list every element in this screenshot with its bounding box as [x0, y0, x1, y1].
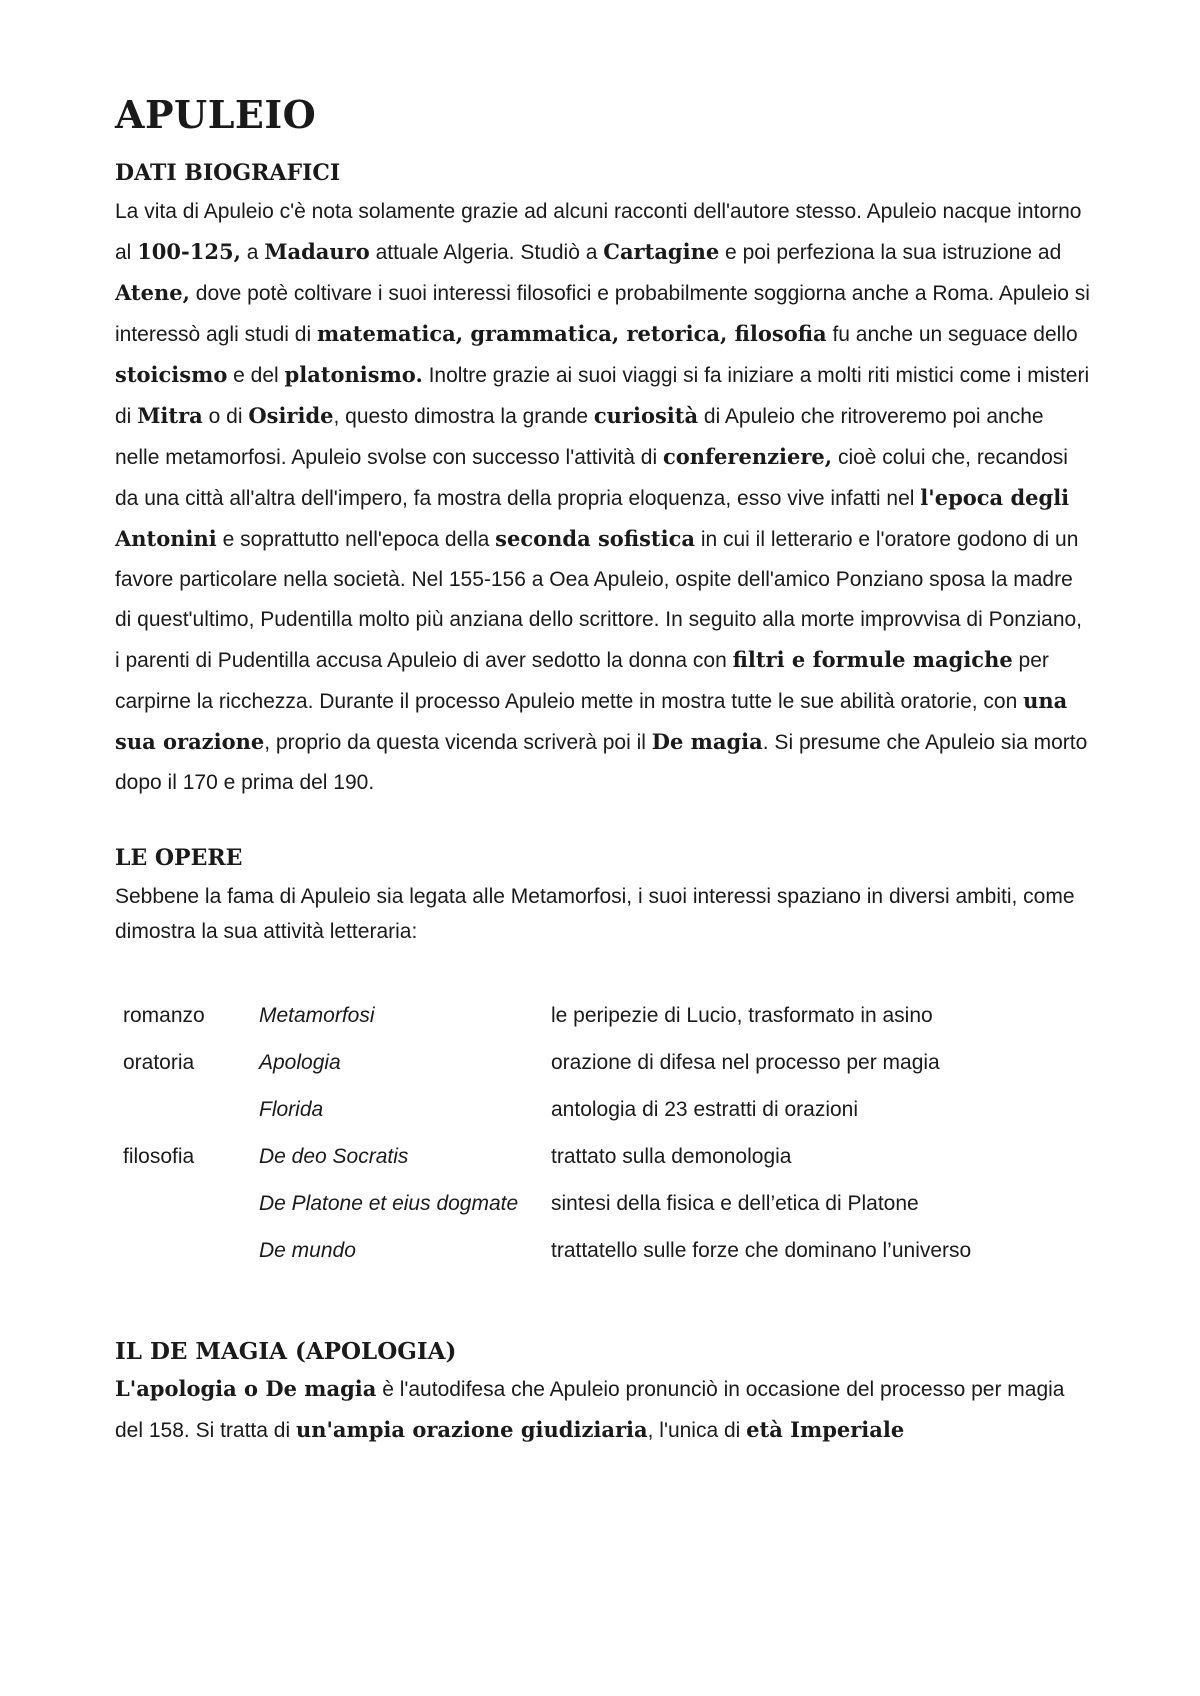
bio-bold: seconda sofistica: [495, 526, 695, 551]
table-row: [123, 1228, 1071, 1275]
magia-bold: età Imperiale: [746, 1417, 905, 1442]
bio-text: Inoltre grazie ai suoi viaggi si fa iniziare a molti riti mistici come i misteri di: [115, 364, 1090, 428]
genre-cell: [123, 1087, 259, 1134]
work-cell: Metamorfosi: [259, 1004, 375, 1027]
desc-cell: trattatello sulle forze che dominano l’universo: [551, 1239, 972, 1262]
bio-bold: l'epoca degli Antonini: [115, 485, 1070, 551]
bio-text: La vita di Apuleio c'è nota solamente grazie ad alcuni racconti dell'autore stesso. Apuleio nacque intorno al: [115, 200, 1082, 264]
work-cell: Apologia: [259, 1051, 341, 1074]
bio-bold: filtri e formule magiche: [732, 647, 1013, 672]
bio-bold: Atene,: [115, 280, 190, 305]
genre-cell: romanzo: [123, 1004, 205, 1027]
bio-text: attuale Algeria. Studiò a: [369, 241, 604, 264]
section-de-magia: [115, 1337, 1090, 1451]
bio-bold: De magia: [651, 729, 763, 754]
section-heading: LE OPERE: [115, 845, 243, 871]
genre-cell: [123, 1181, 259, 1228]
bio-text: e soprattutto nell'epoca della: [216, 528, 496, 551]
magia-text: è l'autodifesa che Apuleio pronunciò in occasione del processo per magia del 158. Si tratta di: [115, 1378, 1065, 1442]
bio-text: a: [240, 241, 265, 264]
work-cell: De mundo: [259, 1239, 356, 1262]
desc-cell: sintesi della fisica e dell’etica di Platone: [551, 1192, 919, 1215]
table-row: [123, 1134, 1071, 1181]
magia-bold: L'apologia o De magia: [115, 1376, 377, 1401]
magia-bold: un'ampia orazione giudiziaria: [295, 1417, 648, 1442]
work-cell: De deo Socratis: [259, 1145, 409, 1168]
table-row: [123, 993, 1071, 1040]
section-heading: IL DE MAGIA (APOLOGIA): [115, 1338, 457, 1365]
bio-text: di Apuleio che ritroveremo poi anche nelle metamorfosi. Apuleio svolse con successo l'attività di: [115, 405, 1044, 469]
bio-paragraph: [115, 192, 1090, 803]
section-opere: [115, 843, 1090, 1275]
bio-text: . Si presume che Apuleio sia morto dopo il 170 e prima del 190.: [115, 731, 1088, 794]
opere-intro: Sebbene la fama di Apuleio sia legata alle Metamorfosi, i suoi interessi spaziano in diversi ambiti, come dimostra la sua attività letteraria:: [115, 885, 1075, 943]
bio-bold: una sua orazione: [115, 688, 1068, 754]
bio-text: , questo dimostra la grande: [333, 405, 594, 428]
bio-bold: Madauro: [264, 239, 370, 264]
desc-cell: trattato sulla demonologia: [551, 1145, 792, 1168]
section-heading: DATI BIOGRAFICI: [115, 160, 341, 186]
desc-cell: antologia di 23 estratti di orazioni: [551, 1098, 859, 1121]
work-cell: Florida: [259, 1098, 324, 1121]
bio-text: e poi perfeziona la sua istruzione ad: [719, 241, 1062, 264]
bio-bold: platonismo.: [284, 362, 423, 387]
bio-text: o di: [202, 405, 249, 428]
bio-bold: conferenziere,: [662, 444, 833, 469]
table-row: [123, 1181, 1071, 1228]
bio-text: fu anche un seguace dello: [826, 323, 1078, 346]
bio-text: cioè colui che, recandosi da una città all'altra dell'impero, fa mostra della propria eloquenza, esso vive infatti nel: [115, 446, 1068, 510]
bio-text: per carpirne la ricchezza. Durante il processo Apuleio mette in mostra tutte le sue abilità oratorie, con: [115, 649, 1049, 713]
desc-cell: orazione di difesa nel processo per magia: [551, 1051, 940, 1074]
works-table: [123, 993, 1071, 1275]
bio-text: , proprio da questa vicenda scriverà poi il: [264, 731, 652, 754]
bio-bold: curiosità: [593, 403, 699, 428]
magia-text: , l'unica di: [647, 1419, 747, 1442]
bio-text: e del: [227, 364, 285, 387]
bio-bold: 100-125,: [137, 239, 241, 264]
table-row: [123, 1087, 1071, 1134]
magia-paragraph: [115, 1369, 1090, 1451]
work-cell: De Platone et eius dogmate: [259, 1192, 519, 1215]
genre-cell: [123, 1228, 259, 1275]
desc-cell: le peripezie di Lucio, trasformato in asino: [551, 1004, 933, 1027]
bio-bold: stoicismo: [115, 362, 228, 387]
document-title: APULEIO: [115, 92, 317, 137]
bio-text: dove potè coltivare i suoi interessi filosofici e probabilmente soggiorna anche a Roma. Apuleio si interessò agli studi di: [115, 282, 1090, 346]
bio-bold: Cartagine: [603, 239, 720, 264]
genre-cell: filosofia: [123, 1145, 195, 1168]
genre-cell: oratoria: [123, 1051, 195, 1074]
bio-bold: Osiride: [248, 403, 334, 428]
section-biografia: [115, 158, 1090, 803]
bio-bold: Mitra: [137, 403, 203, 428]
bio-bold: matematica, grammatica, retorica, filosofia: [316, 321, 827, 346]
table-row: [123, 1040, 1071, 1087]
bio-text: in cui il letterario e l'oratore godono di un favore particolare nella società. Nel 155-156 a Oea Apuleio, ospite dell'amico Ponziano sposa la madre di quest'ultimo, Pudentilla molto più anziana dello scrittore. In seguito alla morte improvvisa di Ponziano, i parenti di Pudentilla accusa Apuleio di aver sedotto la donna con: [115, 528, 1083, 672]
